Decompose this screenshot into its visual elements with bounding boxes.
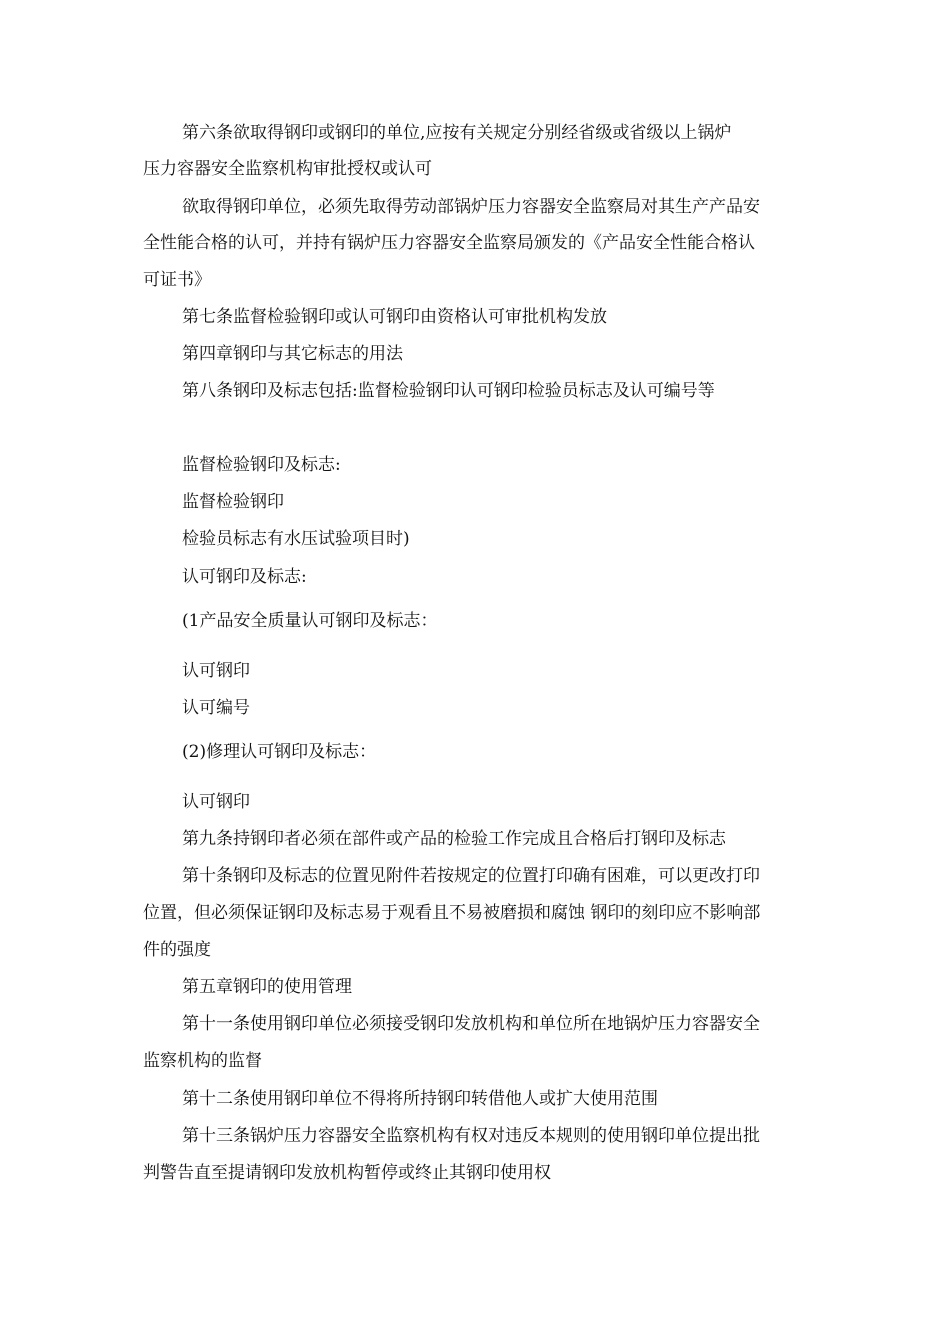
article-11-line-1: 第十一条使用钢印单位必须接受钢印发放机构和单位所在地锅炉压力容器安全 [182,1014,760,1034]
list-item: 认可钢印 [182,792,250,812]
article-6-line-2: 压力容器安全监察机构审批授权或认可 [143,159,432,179]
paragraph-line: 欲取得钢印单位，必须先取得劳动部锅炉压力容器安全监察局对其生产产品安 [182,197,760,217]
paragraph-line: 全性能合格的认可，并持有锅炉压力容器安全监察局颁发的《产品安全性能合格认 [143,233,755,253]
list-item: 监督检验钢印 [182,492,284,512]
chapter-5-heading: 第五章钢印的使用管理 [182,977,352,997]
list-item: 认可钢印 [182,661,250,681]
list-item: (1产品安全质量认可钢印及标志： [182,611,438,631]
list-item: 监督检验钢印及标志: [182,455,341,475]
article-9: 第九条持钢印者必须在部件或产品的检验工作完成且合格后打钢印及标志 [182,829,726,849]
article-10-line-1: 第十条钢印及标志的位置见附件若按规定的位置打印确有困难，可以更改打印 [182,866,760,886]
list-item: 认可钢印及标志: [182,567,307,587]
list-item: (2)修理认可钢印及标志： [182,742,377,762]
article-6-line-1: 第六条欲取得钢印或钢印的单位,应按有关规定分别经省级或省级以上锅炉 [182,123,732,143]
list-item: 认可编号 [182,698,250,718]
article-10-line-3: 件的强度 [143,940,211,960]
chapter-4-heading: 第四章钢印与其它标志的用法 [182,344,403,364]
list-item: 检验员标志有水压试验项目时) [182,529,410,549]
article-8: 第八条钢印及标志包括:监督检验钢印认可钢印检验员标志及认可编号等 [182,381,715,401]
article-11-line-2: 监察机构的监督 [143,1051,262,1071]
paragraph-line: 可证书》 [143,270,211,290]
article-13-line-1: 第十三条锅炉压力容器安全监察机构有权对违反本规则的使用钢印单位提出批 [182,1126,760,1146]
article-12: 第十二条使用钢印单位不得将所持钢印转借他人或扩大使用范围 [182,1089,658,1109]
article-13-line-2: 判警告直至提请钢印发放机构暂停或终止其钢印使用权 [143,1163,551,1183]
article-7: 第七条监督检验钢印或认可钢印由资格认可审批机构发放 [182,307,607,327]
article-10-line-2: 位置，但必须保证钢印及标志易于观看且不易被磨损和腐蚀 钢印的刻印应不影响部 [143,903,761,923]
